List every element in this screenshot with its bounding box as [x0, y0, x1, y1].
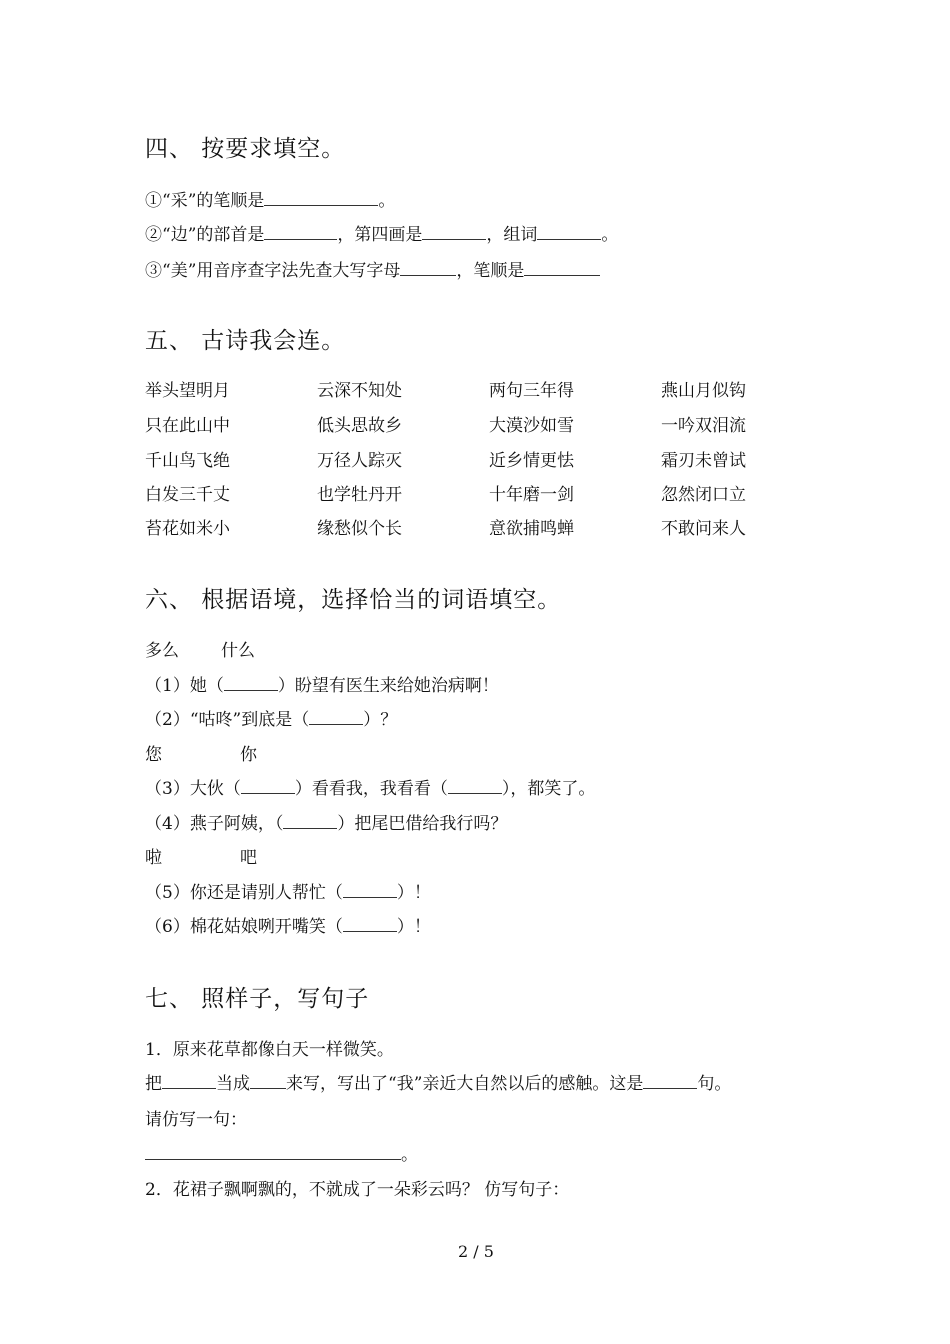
blank[interactable]	[162, 1072, 216, 1089]
word-choice-group-3: 啦 吧	[145, 848, 257, 868]
poem-line[interactable]: 低头思故乡	[317, 416, 402, 436]
blank[interactable]	[283, 812, 337, 829]
answer-blank[interactable]	[145, 1143, 401, 1160]
blank[interactable]	[422, 223, 486, 240]
poem-line[interactable]: 意欲捕鸣蝉	[489, 519, 574, 539]
section-4-title: 四、 按要求填空。	[145, 136, 346, 162]
poem-line[interactable]: 也学牡丹开	[317, 485, 402, 505]
blank[interactable]	[643, 1072, 697, 1089]
section-7-title: 七、 照样子，写句子	[145, 986, 370, 1012]
item-7-2: 2．花裙子飘啊飘的，不就成了一朵彩云吗？ 仿写句子：	[145, 1180, 570, 1200]
poem-line[interactable]: 白发三千丈	[145, 485, 230, 505]
poem-line[interactable]: 不敢问来人	[661, 519, 746, 539]
blank[interactable]	[524, 259, 600, 276]
sentence-6-5: （5）你还是请别人帮忙（ ）！	[145, 883, 431, 903]
sentence-6-6: （6）棉花姑娘咧开嘴笑（ ）！	[145, 917, 431, 937]
poem-line[interactable]: 万径人踪灭	[317, 451, 402, 471]
sentence-6-2: （2）“咕咚”到底是（ ）？	[145, 710, 398, 730]
poem-line[interactable]: 千山鸟飞绝	[145, 451, 230, 471]
imitate-answer-line: 。	[145, 1140, 418, 1165]
poem-line[interactable]: 缘愁似个长	[317, 519, 402, 539]
question-4-3: ③“美”用音序查字法先查大写字母 ，笔顺是	[145, 256, 600, 281]
imitate-prompt: 请仿写一句：	[145, 1110, 247, 1130]
blank[interactable]	[343, 915, 397, 932]
page-number: 2 / 5	[458, 1242, 494, 1261]
poem-line[interactable]: 苔花如米小	[145, 519, 230, 539]
section-5-title: 五、 古诗我会连。	[145, 328, 346, 354]
sentence-6-4: （4）燕子阿姨，（ ）把尾巴借给我行吗？	[145, 814, 508, 834]
word-choice-group-1: 多么 什么	[145, 641, 255, 661]
sentence-6-1: （1）她（ ）盼望有医生来给她治病啊！	[145, 676, 499, 696]
poem-line[interactable]: 一吟双泪流	[661, 416, 746, 436]
poem-line[interactable]: 十年磨一剑	[489, 485, 574, 505]
question-4-2: ②“边”的部首是 ，第四画是 ，组词 。	[145, 225, 619, 245]
blank[interactable]	[224, 674, 278, 691]
poem-line[interactable]: 大漠沙如雪	[489, 416, 574, 436]
poem-line[interactable]: 忽然闭口立	[661, 485, 746, 505]
poem-line[interactable]: 云深不知处	[317, 381, 402, 401]
blank[interactable]	[264, 189, 378, 206]
poem-line[interactable]: 举头望明月	[145, 381, 230, 401]
poem-line[interactable]: 燕山月似钩	[661, 381, 746, 401]
question-4-1: ①“采”的笔顺是 。	[145, 191, 396, 211]
word-choice-group-2: 您 你	[145, 745, 257, 765]
section-6-title: 六、 根据语境，选择恰当的词语填空。	[145, 587, 562, 613]
blank[interactable]	[448, 777, 502, 794]
blank[interactable]	[343, 881, 397, 898]
blank[interactable]	[309, 708, 363, 725]
blank[interactable]	[537, 223, 601, 240]
poem-line[interactable]: 霜刃未曾试	[661, 451, 746, 471]
blank[interactable]	[400, 259, 456, 276]
poem-line[interactable]: 近乡情更怯	[489, 451, 574, 471]
blank[interactable]	[264, 223, 337, 240]
sentence-6-3: （3）大伙（ ）看看我，我看看（ ），都笑了。	[145, 779, 596, 799]
poem-line[interactable]: 两句三年得	[489, 381, 574, 401]
blank[interactable]	[250, 1072, 286, 1089]
poem-line[interactable]: 只在此山中	[145, 416, 230, 436]
item-7-1-fill: 把 当成 来写，写出了“我”亲近大自然以后的感触。这是 句。	[145, 1074, 732, 1094]
item-7-1: 1．原来花草都像白天一样微笑。	[145, 1040, 394, 1060]
blank[interactable]	[241, 777, 295, 794]
